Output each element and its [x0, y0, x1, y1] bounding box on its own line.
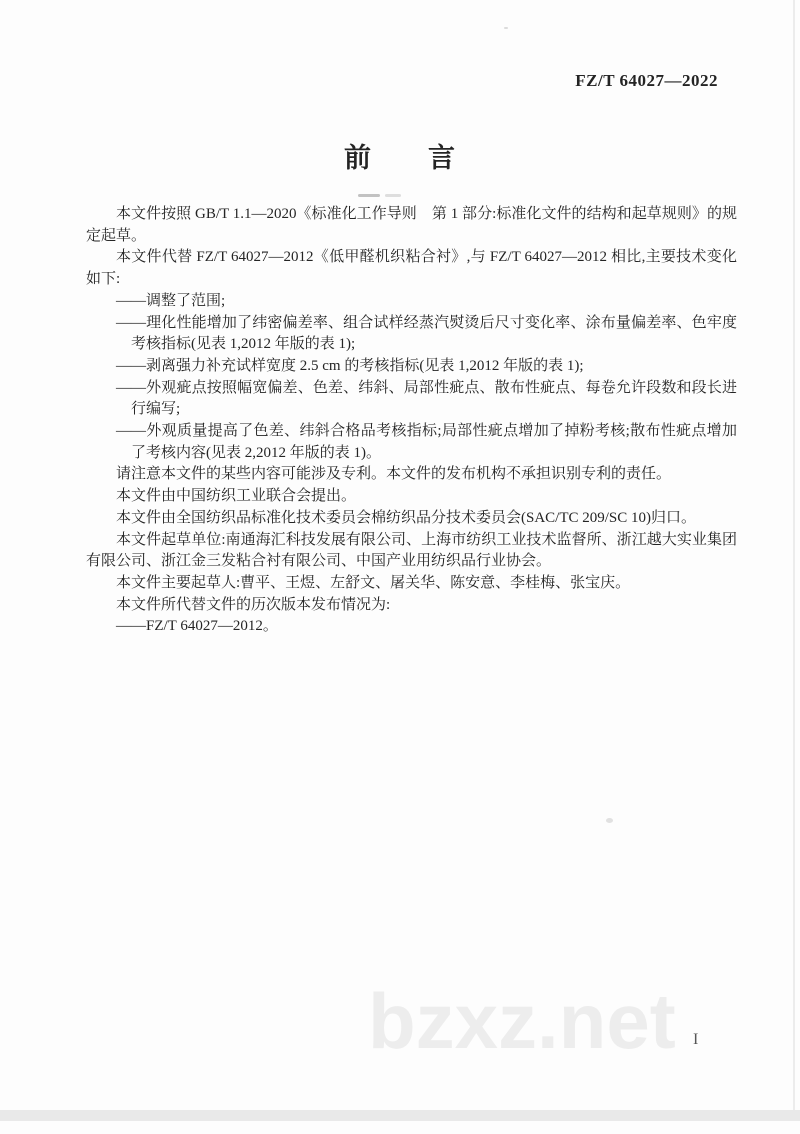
foreword-paragraph: ——外观质量提高了色差、纬斜合格品考核指标;局部性疵点增加了掉粉考核;散布性疵点增加了考核内容(见表 2,2012 年版的表 1)。	[116, 423, 737, 461]
scan-artifact	[504, 27, 508, 29]
foreword-paragraph: 本文件由中国纺织工业联合会提出。	[116, 488, 357, 505]
foreword-paragraph: 本文件主要起草人:曹平、王煜、左舒文、屠关华、陈安意、李桂梅、张宝庆。	[116, 574, 631, 591]
title-ornament	[358, 194, 404, 197]
foreword-paragraph: ——调整了范围;	[116, 292, 226, 309]
page-number: I	[693, 1031, 699, 1048]
foreword-paragraph: ——剥离强力补充试样宽度 2.5 cm 的考核指标(见表 1,2012 年版的表 1);	[116, 357, 584, 374]
foreword-paragraph: ——FZ/T 64027—2012。	[116, 618, 278, 635]
standard-code: FZ/T 64027—2022	[575, 71, 718, 90]
watermark-bzxz: bzxz.net	[368, 977, 676, 1065]
foreword-paragraph: 本文件由全国纺织品标准化技术委员会棉纺织品分技术委员会(SAC/TC 209/SC 10)归口。	[116, 509, 697, 526]
foreword-paragraph: 请注意本文件的某些内容可能涉及专利。本文件的发布机构不承担识别专利的责任。	[116, 466, 672, 483]
scan-artifact	[606, 818, 613, 823]
foreword-body	[86, 204, 737, 638]
foreword-title: 前 言	[344, 143, 456, 173]
page-bottom-edge	[0, 1110, 800, 1121]
foreword-paragraph: 本文件所代替文件的历次版本发布情况为:	[116, 596, 391, 613]
foreword-paragraph: ——外观疵点按照幅宽偏差、色差、纬斜、局部性疵点、散布性疵点、每卷允许段数和段长进行编写;	[116, 379, 737, 418]
foreword-paragraph: 本文件按照 GB/T 1.1—2020《标准化工作导则 第 1 部分:标准化文件的结构和起草规则》的规定起草。	[86, 206, 737, 244]
foreword-paragraph: 本文件起草单位:南通海汇科技发展有限公司、上海市纺织工业技术监督所、浙江越大实业集团有限公司、浙江金三发粘合衬有限公司、中国产业用纺织品行业协会。	[86, 531, 737, 570]
foreword-paragraph: 本文件代替 FZ/T 64027—2012《低甲醛机织粘合衬》,与 FZ/T 64027—2012 相比,主要技术变化如下:	[86, 249, 737, 288]
ornament-dash	[385, 194, 401, 196]
page-right-edge	[793, 0, 795, 1110]
foreword-paragraph: ——理化性能增加了纬密偏差率、组合试样经蒸汽熨烫后尺寸变化率、涂布量偏差率、色牢度考核指标(见表 1,2012 年版的表 1);	[116, 314, 737, 353]
ornament-dash	[358, 194, 380, 197]
